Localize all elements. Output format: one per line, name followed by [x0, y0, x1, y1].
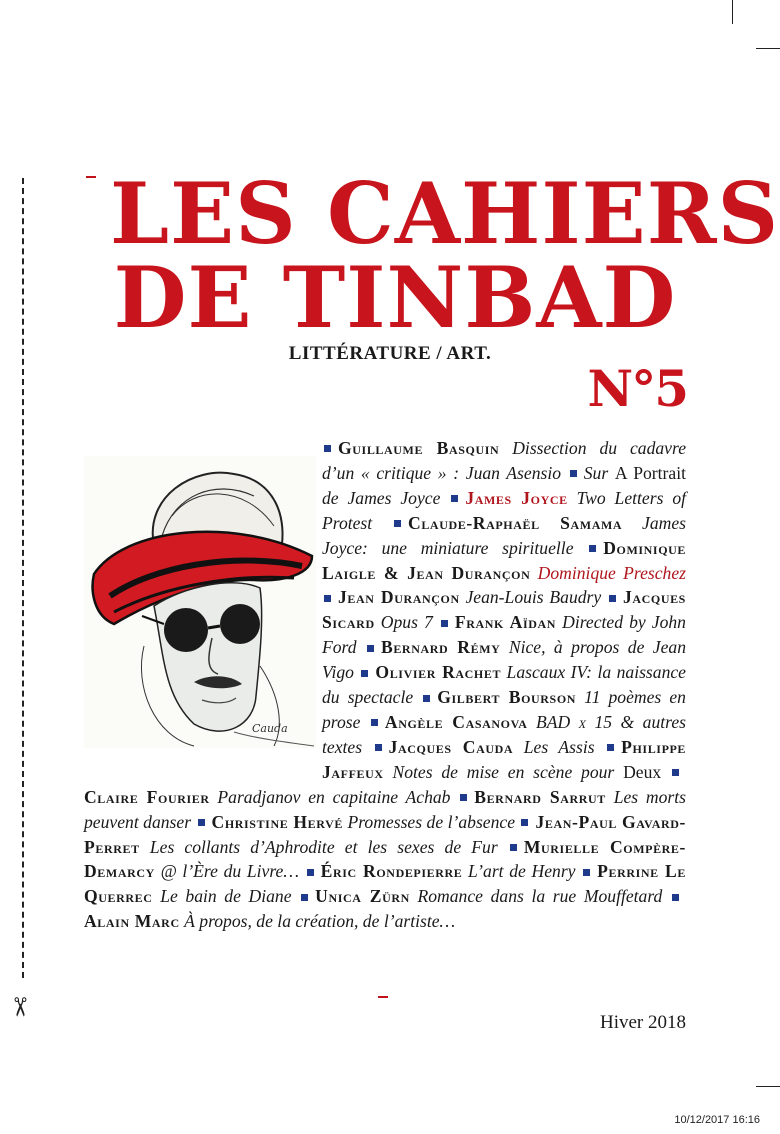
work: L’art de Henry	[468, 861, 576, 882]
bullet-icon	[198, 819, 205, 826]
print-timestamp: 10/12/2017 16:16	[674, 1114, 760, 1126]
issue-number: N°5	[587, 359, 687, 418]
bullet-icon	[394, 520, 401, 527]
work: À propos, de la création, de l’artiste…	[184, 911, 456, 932]
portrait-spacer	[84, 436, 322, 762]
bullet-icon	[460, 794, 467, 801]
work-part: de James Joyce	[322, 487, 441, 508]
bullet-icon	[441, 620, 448, 627]
work: Promesses de l’absence	[347, 811, 516, 832]
table-of-contents	[84, 436, 686, 934]
author: Bernard Rémy	[380, 637, 501, 658]
author: Frank Aïdan	[454, 612, 557, 633]
work: Directed by John Ford	[322, 612, 686, 658]
work: BAD x 15	[536, 711, 613, 732]
author: Bernard Sarrut	[474, 786, 606, 807]
author: James Joyce	[465, 487, 568, 508]
author: Claire Fourier	[84, 786, 210, 807]
work: 11 poèmes en prose	[322, 687, 686, 732]
bullet-icon	[367, 645, 374, 652]
work: Les Assis	[523, 736, 595, 757]
author: Claude-Raphaël Samama	[408, 512, 623, 533]
work-part: Sur	[583, 462, 615, 483]
author: Gilbert Bourson	[437, 687, 577, 708]
work: Dominique Preschez	[537, 562, 686, 583]
bullet-icon	[589, 545, 596, 552]
work: Le bain de Diane	[160, 886, 292, 907]
red-tick-top	[86, 176, 96, 178]
work: Nice, à propos de Jean Vigo	[322, 637, 687, 683]
bullet-icon	[451, 495, 458, 502]
author: Alain Marc	[84, 911, 180, 932]
bullet-icon	[609, 595, 616, 602]
magazine-title-line-1: LES CAHIERS	[110, 164, 780, 263]
bullet-icon	[423, 695, 430, 702]
magazine-title-line-2: DE TINBAD	[113, 248, 677, 347]
work: Romance dans la rue Mouffetard	[417, 886, 663, 907]
author: Unica Zürn	[315, 886, 410, 907]
subtitle: LITTÉRATURE / ART.	[288, 343, 492, 364]
issue-season: Hiver 2018	[599, 1012, 686, 1033]
author: Jean Durançon	[338, 587, 460, 608]
scissors-icon: ✂	[3, 996, 34, 1018]
bullet-icon	[521, 819, 528, 826]
bullet-icon	[607, 744, 614, 751]
bullet-icon	[672, 894, 679, 901]
author: Murielle Compère-Demarcy	[84, 836, 686, 882]
author: Jacques Cauda	[388, 736, 514, 757]
author: Jacques Sicard	[322, 587, 686, 633]
work: Les morts peuvent danser	[84, 786, 686, 832]
bullet-icon	[371, 719, 378, 726]
bullet-icon	[583, 869, 590, 876]
work: Opus 7	[380, 612, 433, 633]
work: Paradjanov en capitaine Achab	[217, 786, 451, 807]
author: Perrine Le Querrec	[84, 861, 686, 907]
author: Angèle Casanova	[384, 711, 528, 732]
work: Dissection du cadavre d’un « critique » : Juan Asensio	[322, 438, 686, 483]
author: Philippe Jaffeux	[322, 736, 687, 782]
work: Deux	[614, 761, 662, 782]
work-part: A Portrait	[614, 462, 687, 483]
work: Les collants d’Aphrodite et les sexes de Fur	[149, 836, 498, 857]
work: Lascaux IV: la naissance du spectacle	[322, 662, 686, 708]
bullet-icon	[361, 670, 368, 677]
author: Dominique Laigle & Jean Durançon	[322, 537, 686, 583]
bullet-icon	[324, 595, 331, 602]
author: Olivier Rachet	[375, 662, 502, 683]
crop-mark-right	[756, 48, 780, 49]
work: Jean-Louis Baudry	[465, 587, 602, 608]
bullet-icon	[301, 894, 308, 901]
work: James Joyce: une miniature spirituelle	[322, 512, 686, 558]
work: @ l’Ère du Livre…	[160, 861, 299, 882]
author: Éric Rondepierre	[320, 861, 463, 882]
bullet-icon	[307, 869, 314, 876]
crop-mark-top	[732, 0, 733, 24]
crop-mark-bottom-right	[756, 1086, 780, 1087]
author: Jean-Paul Gavard-Perret	[84, 811, 686, 857]
cut-line	[22, 178, 24, 978]
author: Guillaume Basquin	[338, 438, 500, 458]
work: Notes de mise en scène pour	[392, 761, 615, 782]
bullet-icon	[570, 470, 577, 477]
bullet-icon	[324, 445, 331, 452]
work: Two Letters of Protest	[322, 487, 687, 533]
bullet-icon	[510, 844, 517, 851]
red-tick-bottom	[378, 996, 388, 998]
svg-text:Cauda: Cauda	[252, 722, 288, 735]
bullet-icon	[672, 769, 679, 776]
work: & autres textes	[322, 711, 686, 757]
bullet-icon	[375, 744, 382, 751]
author: Christine Hervé	[211, 811, 343, 832]
